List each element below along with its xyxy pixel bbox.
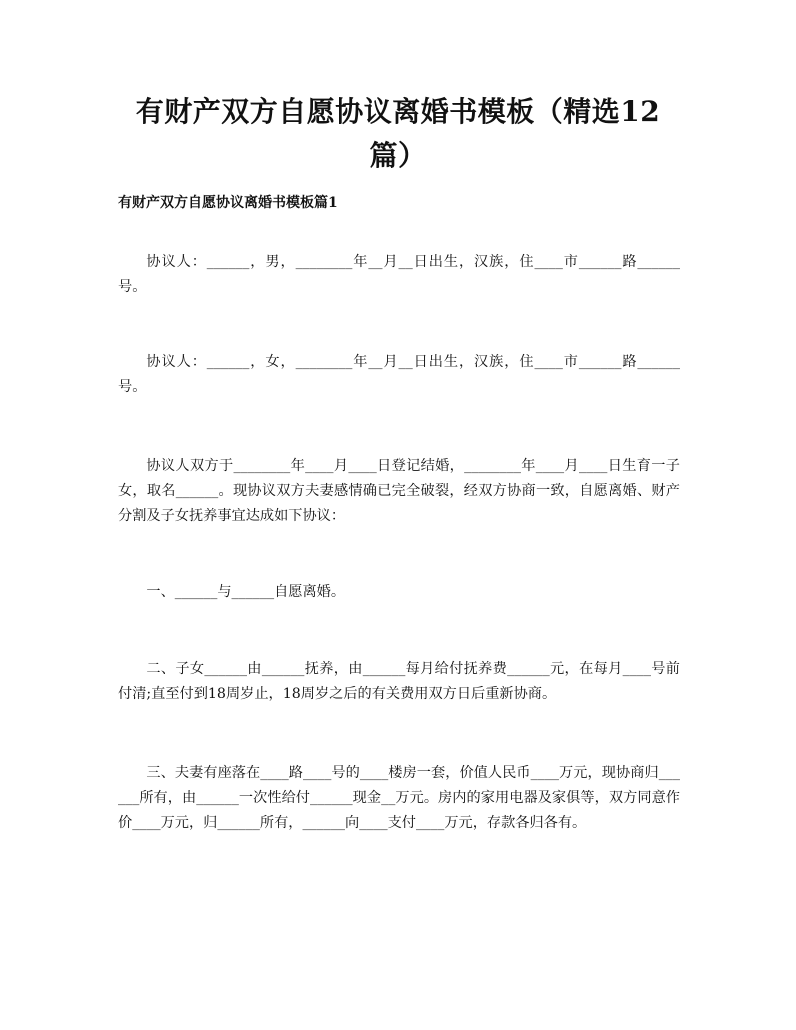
paragraph-marriage-background: 协议人双方于________年____月____日登记结婚，________年____月____日生育一子女，取名______。现协议双方夫妻感情确已完全破裂，经双方协商一致，自愿离婚、财产分割及子女抚养事宜达成如下协议： xyxy=(118,458,680,524)
document-title: 有财产双方自愿协议离婚书模板（精选12篇） xyxy=(135,95,661,172)
paragraph-party-male: 协议人：______，男，________年__月__日出生，汉族，住____市______路______号。 xyxy=(118,254,680,295)
section-title: 有财产双方自愿协议离婚书模板篇1 xyxy=(118,195,338,211)
paragraph-party-female: 协议人：______，女，________年__月__日出生，汉族，住____市______路______号。 xyxy=(118,354,680,395)
paragraph-clause-1: 一、______与______自愿离婚。 xyxy=(146,584,346,600)
paragraph-clause-3: 三、夫妻有座落在____路____号的____楼房一套，价值人民币____万元，现协商归______所有，由______一次性给付______现金__万元。房内的家用电器及家俱等，双方同意作价____万元，归______所有，______向____支付____万元，存款各归各有。 xyxy=(118,765,680,831)
paragraph-clause-2: 二、子女______由______抚养，由______每月给付抚养费______元，在每月____号前付清;直至付到18周岁止，18周岁之后的有关费用双方日后重新协商。 xyxy=(118,661,680,702)
